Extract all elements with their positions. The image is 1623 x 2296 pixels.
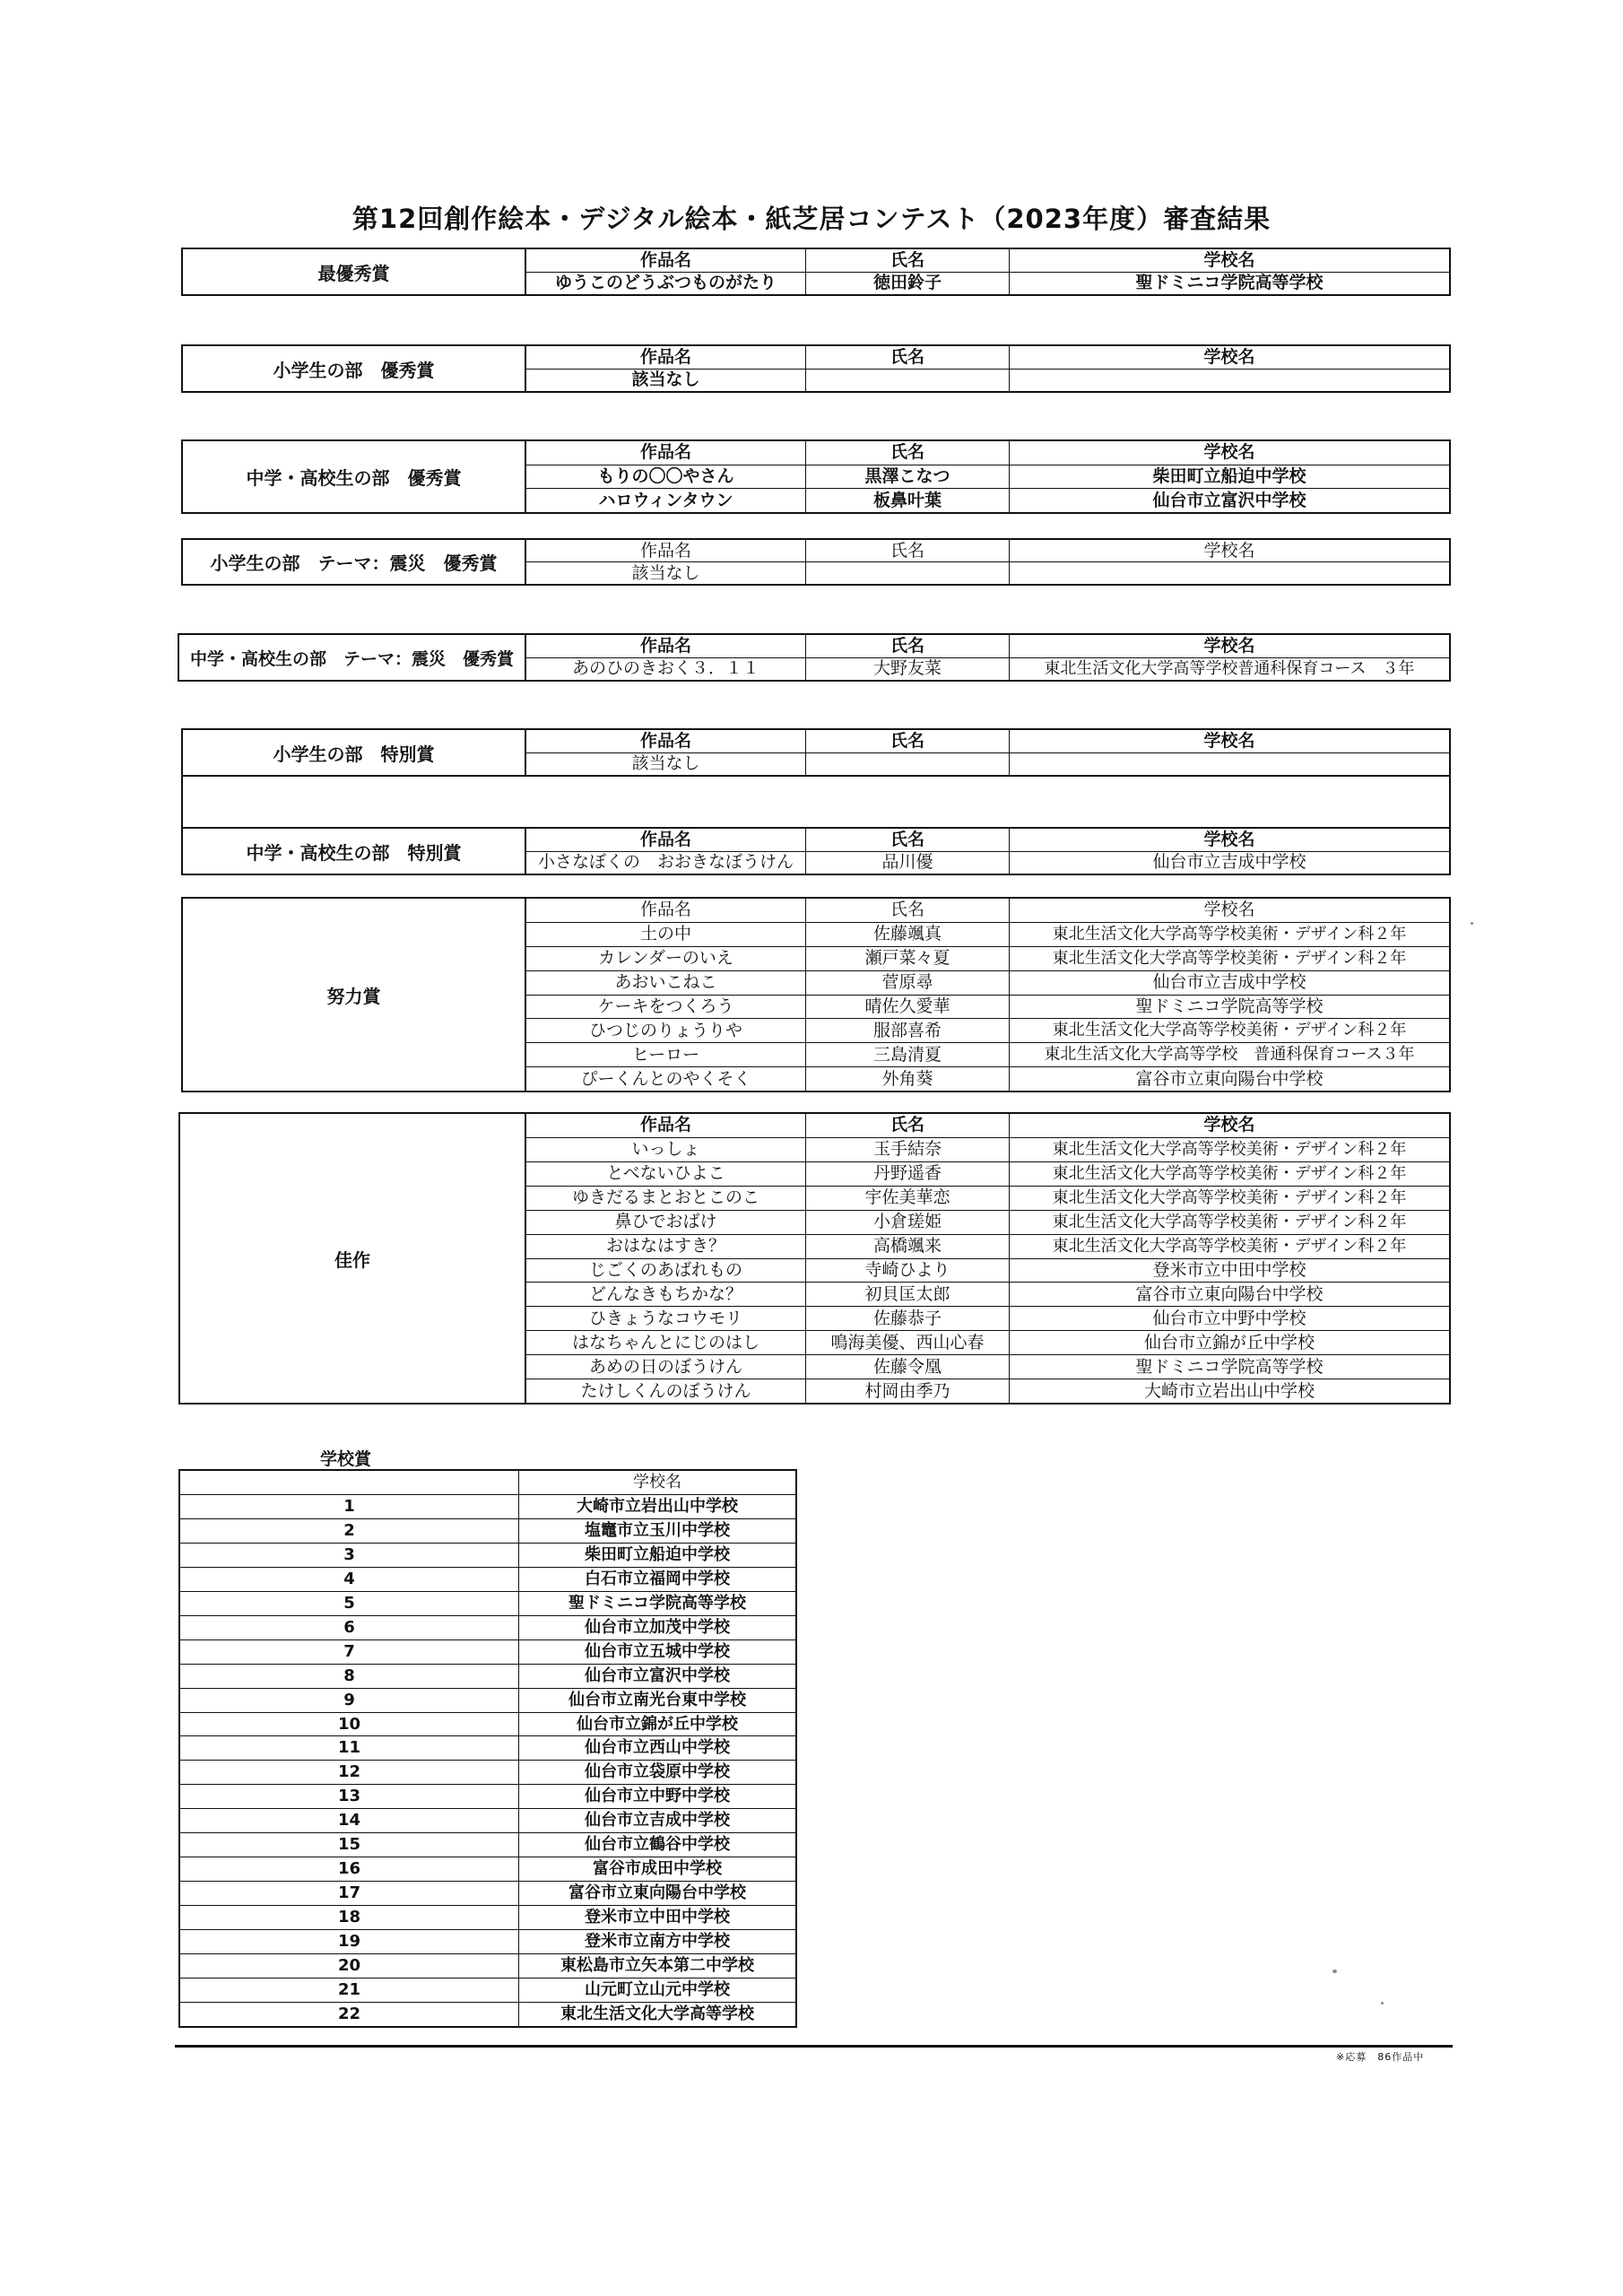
work-title-cell: ゆきだるまとおとこのこ: [526, 1187, 806, 1210]
table-row: [180, 1905, 795, 1929]
author-name-cell: 服部喜希: [806, 1019, 1010, 1042]
award-table-grand-prize: [181, 248, 1451, 296]
award-label: 最優秀賞: [183, 249, 526, 294]
header-work-title: 作品名: [526, 829, 806, 851]
work-title-cell: おはなはすき？: [526, 1235, 806, 1258]
school-name-cell: [1010, 562, 1449, 584]
work-title-cell: 該当なし: [526, 562, 806, 584]
table-row: [180, 2002, 795, 2026]
school-name-cell: 仙台市立富沢中学校: [585, 1665, 730, 1685]
table-row: [526, 465, 1449, 489]
author-name-cell: 板鼻叶葉: [806, 489, 1010, 512]
author-name-cell: [806, 562, 1010, 584]
header-work-title: 作品名: [526, 540, 806, 561]
table-header-row: [526, 899, 1449, 922]
author-name-cell: 瀬戸菜々夏: [806, 947, 1010, 970]
header-school-name: 学校名: [1203, 1115, 1255, 1135]
table-header-row: [526, 249, 1449, 272]
school-name-cell: 東北生活文化大学高等学校美術・デザイン科２年: [1052, 948, 1407, 968]
work-title-cell: 土の中: [526, 923, 806, 946]
table-row: [180, 1494, 795, 1518]
header-school-name: 学校名: [1203, 730, 1255, 751]
rank-header-cell: [180, 1471, 519, 1494]
award-table-honorable-mention: [178, 1112, 1451, 1405]
table-header-row: [526, 829, 1449, 851]
award-label: 中学・高校生の部 特別賞: [183, 829, 526, 874]
work-title-cell: 該当なし: [526, 753, 806, 776]
table-row: [526, 1186, 1449, 1210]
school-name-cell: 東北生活文化大学高等学校美術・デザイン科２年: [1052, 1163, 1407, 1183]
table-row: [180, 1664, 795, 1688]
header-work-title: 作品名: [526, 249, 806, 272]
school-name-cell: 仙台市立錦が丘中学校: [1143, 1332, 1315, 1352]
rank-cell: 6: [180, 1616, 519, 1639]
author-name-cell: 村岡由季乃: [806, 1379, 1010, 1403]
author-name-cell: 品川優: [806, 852, 1010, 874]
header-school-name: 学校名: [1203, 900, 1255, 920]
author-name-cell: 宇佐美華恋: [806, 1187, 1010, 1210]
school-name-cell: 東北生活文化大学高等学校: [560, 2004, 754, 2023]
header-school-name: 学校名: [1203, 346, 1255, 367]
school-name-cell: 仙台市立西山中学校: [585, 1738, 730, 1758]
school-name-cell: 仙台市立吉成中学校: [1152, 852, 1306, 873]
table-row: [526, 1330, 1449, 1354]
work-title-cell: たけしくんのぼうけん: [526, 1379, 806, 1403]
school-name-cell: 東松島市立矢本第二中学校: [560, 1956, 754, 1976]
header-work-title: 作品名: [526, 346, 806, 369]
rank-cell: 1: [180, 1495, 519, 1518]
school-name-cell: 聖ドミニコ学院高等学校: [1135, 1356, 1324, 1377]
school-name-cell: 富谷市立東向陽台中学校: [1135, 1068, 1324, 1089]
table-header-row: [526, 730, 1449, 752]
rank-cell: 13: [180, 1785, 519, 1808]
author-name-cell: 小倉瑳姫: [806, 1211, 1010, 1234]
table-row: [526, 488, 1449, 512]
header-school-name: 学校名: [633, 1472, 681, 1492]
school-name-cell: [1010, 753, 1449, 776]
work-title-cell: ゆうこのどうぶつものがたり: [526, 273, 806, 295]
author-name-cell: 外角葵: [806, 1067, 1010, 1091]
award-table-secondary-disaster-theme: [178, 633, 1451, 682]
table-header-row: [526, 346, 1449, 369]
school-name-cell: 仙台市立中野中学校: [585, 1787, 730, 1806]
author-name-cell: 菅原尋: [806, 971, 1010, 995]
table-header-row: [526, 1114, 1449, 1137]
author-name-cell: [806, 370, 1010, 392]
work-title-cell: ケーキをつくろう: [526, 996, 806, 1019]
header-author-name: 氏名: [806, 346, 1010, 369]
rank-cell: 3: [180, 1544, 519, 1567]
table-row: [526, 1018, 1449, 1042]
work-title-cell: カレンダーのいえ: [526, 947, 806, 970]
rank-cell: 2: [180, 1519, 519, 1543]
header-author-name: 氏名: [806, 249, 1010, 272]
award-table-elementary-excellence: [181, 344, 1451, 393]
award-label: 小学生の部 テーマ：震災 優秀賞: [183, 540, 526, 584]
table-row: [526, 995, 1449, 1019]
table-row: [180, 1688, 795, 1712]
award-label: 努力賞: [183, 899, 526, 1091]
school-award-header-row: [180, 1471, 795, 1494]
rank-cell: 10: [180, 1713, 519, 1736]
header-author-name: 氏名: [806, 899, 1010, 922]
award-table-elementary-special: [181, 728, 1451, 777]
author-name-cell: [806, 753, 1010, 776]
header-author-name: 氏名: [806, 730, 1010, 752]
table-row: [526, 561, 1449, 584]
school-name-cell: 仙台市立吉成中学校: [1152, 972, 1306, 993]
school-name-cell: 東北生活文化大学高等学校美術・デザイン科２年: [1052, 1236, 1407, 1256]
school-name-cell: 大崎市立岩出山中学校: [1143, 1380, 1315, 1401]
school-name-cell: 登米市立中田中学校: [585, 1908, 730, 1927]
school-name-cell: 仙台市立袋原中学校: [585, 1762, 730, 1782]
table-row: [180, 1615, 795, 1639]
school-name-cell: 富谷市立東向陽台中学校: [1135, 1283, 1324, 1304]
author-name-cell: 徳田鈴子: [806, 273, 1010, 295]
award-table-effort: [181, 897, 1451, 1092]
header-work-title: 作品名: [526, 635, 806, 657]
table-row: [180, 1929, 795, 1953]
table-row: [180, 1518, 795, 1543]
table-row: [180, 1808, 795, 1832]
table-row: [526, 272, 1449, 295]
rank-cell: 21: [180, 1979, 519, 2002]
table-row: [180, 1832, 795, 1857]
table-row: [526, 1042, 1449, 1066]
footer-note: ※応募 86作品中: [1336, 2051, 1425, 2063]
author-name-cell: 晴佐久愛華: [806, 996, 1010, 1019]
work-title-cell: ぴーくんとのやくそく: [526, 1067, 806, 1091]
header-author-name: 氏名: [806, 635, 1010, 657]
school-name-cell: 登米市立中田中学校: [1152, 1259, 1306, 1280]
school-name-cell: 富谷市立東向陽台中学校: [568, 1883, 746, 1903]
author-name-cell: 寺崎ひより: [806, 1259, 1010, 1283]
author-name-cell: 丹野遥香: [806, 1162, 1010, 1186]
header-author-name: 氏名: [806, 1114, 1010, 1137]
header-author-name: 氏名: [806, 540, 1010, 561]
school-name-cell: 登米市立南方中学校: [585, 1932, 730, 1952]
author-name-cell: 鳴海美優、西山心春: [806, 1331, 1010, 1354]
header-author-name: 氏名: [806, 441, 1010, 465]
header-work-title: 作品名: [526, 899, 806, 922]
award-label: 小学生の部 優秀賞: [183, 346, 526, 391]
school-name-cell: 仙台市立富沢中学校: [1152, 490, 1306, 510]
author-name-cell: 初貝匡太郎: [806, 1283, 1010, 1306]
work-title-cell: ひきょうなコウモリ: [526, 1307, 806, 1330]
header-author-name: 氏名: [806, 829, 1010, 851]
work-title-cell: 該当なし: [526, 370, 806, 392]
rank-cell: 15: [180, 1833, 519, 1857]
school-name-cell: 大崎市立岩出山中学校: [577, 1496, 738, 1516]
table-row: [526, 1306, 1449, 1330]
school-name-cell: 富谷市成田中学校: [593, 1859, 722, 1879]
school-name-cell: 仙台市立錦が丘中学校: [577, 1714, 738, 1734]
author-name-cell: 玉手結奈: [806, 1138, 1010, 1161]
work-title-cell: いっしょ: [526, 1138, 806, 1161]
award-label: 中学・高校生の部 テーマ：震災 優秀賞: [179, 635, 526, 680]
school-name-cell: 東北生活文化大学高等学校美術・デザイン科２年: [1052, 1021, 1407, 1040]
scan-speck: [1471, 922, 1473, 925]
table-row: [526, 922, 1449, 946]
table-row: [180, 1857, 795, 1881]
header-work-title: 作品名: [526, 441, 806, 465]
table-row: [180, 1712, 795, 1736]
table-row: [526, 1066, 1449, 1091]
rank-cell: 19: [180, 1930, 519, 1953]
rank-cell: 18: [180, 1906, 519, 1929]
author-name-cell: 高橋颯来: [806, 1235, 1010, 1258]
table-row: [526, 1161, 1449, 1186]
author-name-cell: 佐藤令凰: [806, 1355, 1010, 1378]
rank-cell: 9: [180, 1689, 519, 1712]
header-school-name: 学校名: [1203, 442, 1255, 463]
header-work-title: 作品名: [526, 1114, 806, 1137]
school-name-cell: 塩竈市立玉川中学校: [585, 1520, 730, 1540]
work-title-cell: じごくのあばれもの: [526, 1259, 806, 1283]
work-title-cell: ハロウィンタウン: [526, 489, 806, 512]
table-header-row: [526, 441, 1449, 465]
rank-cell: 4: [180, 1568, 519, 1591]
author-name-cell: 黒澤こなつ: [806, 465, 1010, 489]
header-school-name: 学校名: [1203, 829, 1255, 849]
work-title-cell: とべないひよこ: [526, 1162, 806, 1186]
header-work-title: 作品名: [526, 730, 806, 752]
work-title-cell: どんなきもちかな？: [526, 1283, 806, 1306]
table-row: [526, 1210, 1449, 1234]
school-name-cell: 東北生活文化大学高等学校普通科保育コース ３年: [1044, 658, 1415, 678]
rank-cell: 17: [180, 1882, 519, 1905]
school-name-cell: 仙台市立鶴谷中学校: [585, 1835, 730, 1855]
table-row: [526, 1137, 1449, 1161]
award-label: 中学・高校生の部 優秀賞: [183, 441, 526, 512]
school-name-cell: 東北生活文化大学高等学校美術・デザイン科２年: [1052, 1212, 1407, 1231]
table-header-row: [526, 635, 1449, 657]
school-name-cell: 柴田町立船迫中学校: [1152, 466, 1306, 486]
table-row: [180, 1881, 795, 1905]
header-school-name: 学校名: [1203, 249, 1255, 270]
table-row: [526, 657, 1449, 681]
table-row: [526, 1282, 1449, 1306]
table-row: [180, 1760, 795, 1784]
school-name-cell: 東北生活文化大学高等学校美術・デザイン科２年: [1052, 1187, 1407, 1207]
school-award-table: [178, 1469, 797, 2028]
rank-cell: 11: [180, 1736, 519, 1760]
award-table-secondary-excellence: [181, 439, 1451, 514]
table-row: [180, 1735, 795, 1760]
rank-cell: 20: [180, 1954, 519, 1978]
school-name-cell: 仙台市立吉成中学校: [585, 1811, 730, 1831]
work-title-cell: もりの〇〇やさん: [526, 465, 806, 489]
rank-cell: 14: [180, 1809, 519, 1832]
award-label: 小学生の部 特別賞: [183, 730, 526, 775]
school-name-cell: 聖ドミニコ学院高等学校: [1135, 996, 1324, 1016]
work-title-cell: あのひのきおく３．１１: [526, 658, 806, 681]
award-table-secondary-special: [181, 827, 1451, 875]
page-title: 第12回創作絵本・デジタル絵本・紙芝居コンテスト（2023年度）審査結果: [352, 204, 1271, 234]
author-name-cell: 佐藤恭子: [806, 1307, 1010, 1330]
work-title-cell: あめの日のぼうけん: [526, 1355, 806, 1378]
rank-cell: 12: [180, 1761, 519, 1784]
school-name-cell: 仙台市立南光台東中学校: [568, 1690, 746, 1709]
school-name-cell: 東北生活文化大学高等学校美術・デザイン科２年: [1052, 1139, 1407, 1159]
table-row: [180, 1784, 795, 1808]
work-title-cell: ひつじのりょうりや: [526, 1019, 806, 1042]
school-name-cell: 仙台市立中野中学校: [1152, 1308, 1306, 1328]
work-title-cell: はなちゃんとにじのはし: [526, 1331, 806, 1354]
scan-speck: [1332, 1970, 1337, 1973]
author-name-cell: 大野友菜: [806, 658, 1010, 681]
table-row: [526, 970, 1449, 995]
school-name-cell: 東北生活文化大学高等学校美術・デザイン科２年: [1052, 924, 1407, 944]
school-name-cell: 山元町立山元中学校: [585, 1979, 730, 1999]
author-name-cell: 三島清夏: [806, 1043, 1010, 1066]
school-award-heading: 学校賞: [320, 1449, 372, 1469]
school-name-cell: 仙台市立五城中学校: [585, 1641, 730, 1661]
work-title-cell: 小さなぼくの おおきなぼうけん: [526, 852, 806, 874]
rank-cell: 5: [180, 1592, 519, 1615]
school-name-cell: [1010, 370, 1449, 392]
table-row: [180, 1978, 795, 2002]
table-row: [526, 752, 1449, 776]
header-school-name: 学校名: [1203, 540, 1255, 561]
table-row: [526, 1258, 1449, 1283]
table-row: [526, 946, 1449, 970]
school-name-cell: 東北生活文化大学高等学校 普通科保育コース３年: [1044, 1045, 1415, 1065]
table-row: [526, 369, 1449, 392]
school-name-cell: 白石市立福岡中学校: [585, 1569, 730, 1588]
table-row: [180, 1953, 795, 1978]
rank-cell: 16: [180, 1857, 519, 1881]
work-title-cell: 鼻ひでおばけ: [526, 1211, 806, 1234]
work-title-cell: ヒーロー: [526, 1043, 806, 1066]
school-name-cell: 聖ドミニコ学院高等学校: [1135, 273, 1324, 293]
table-row: [526, 1234, 1449, 1258]
header-school-name: 学校名: [1203, 635, 1255, 656]
rank-cell: 7: [180, 1640, 519, 1664]
blank-separator-box: [181, 777, 1451, 829]
school-name-cell: 聖ドミニコ学院高等学校: [568, 1593, 746, 1613]
author-name-cell: 佐藤颯真: [806, 923, 1010, 946]
work-title-cell: あおいこねこ: [526, 971, 806, 995]
table-row: [180, 1543, 795, 1567]
rank-cell: 22: [180, 2003, 519, 2026]
award-table-elementary-disaster-theme: [181, 538, 1451, 586]
footer-divider: [175, 2045, 1453, 2048]
table-row: [526, 1378, 1449, 1403]
scan-speck: [1381, 2002, 1384, 2005]
table-row: [180, 1567, 795, 1591]
table-row: [180, 1591, 795, 1615]
table-header-row: [526, 540, 1449, 561]
school-name-cell: 柴田町立船迫中学校: [585, 1544, 730, 1564]
rank-cell: 8: [180, 1665, 519, 1688]
table-row: [526, 851, 1449, 874]
school-name-cell: 仙台市立加茂中学校: [585, 1617, 730, 1637]
award-label: 佳作: [180, 1114, 526, 1403]
table-row: [180, 1639, 795, 1664]
table-row: [526, 1354, 1449, 1378]
